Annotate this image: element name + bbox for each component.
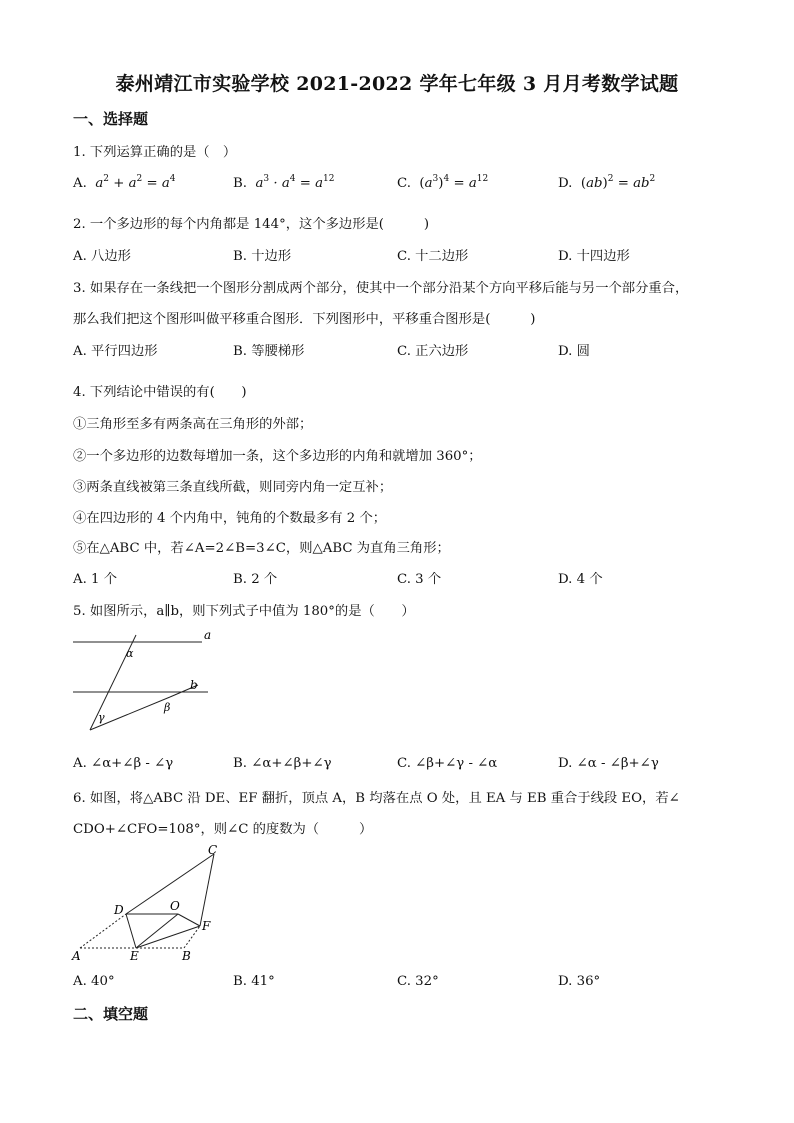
q1-option-d (558, 176, 655, 191)
q5-option-c: C. ∠β+∠γ - ∠α (397, 756, 498, 771)
q6-option-d: D. 36° (558, 974, 601, 989)
q6-label-c: C (208, 843, 218, 857)
q6-dashed-ad (80, 914, 126, 948)
q4-option-a: A. 1 个 (73, 572, 118, 587)
q6-segment-cf (200, 854, 214, 926)
question-3-line-1: 3. 如果存在一条线把一个图形分割成两个部分，使其中一个部分沿某个方向平移后能与另一个部分重合， (73, 281, 689, 296)
q6-label-e: E (130, 949, 139, 963)
q5-label-gamma: γ (98, 711, 105, 724)
q4-statement-4: ④在四边形的 4 个内角中，钝角的个数最多有 2 个； (73, 511, 387, 526)
section-heading-choice: 一、选择题 (73, 110, 149, 128)
q4-statement-1: ①三角形至多有两条高在三角形的外部； (73, 417, 313, 432)
q5-label-b: b (190, 678, 198, 692)
q4-option-c: C. 3 个 (397, 572, 442, 587)
q2-option-d: D. 十四边形 (558, 249, 630, 264)
q6-option-b: B. 41° (233, 974, 275, 989)
q6-label-b: B (182, 949, 191, 963)
q5-label-a: a (204, 628, 212, 642)
q6-label-f: F (202, 919, 211, 933)
q1-option-c-formula: $(a^3)^4 = a^{12}$ (419, 174, 489, 191)
q3-option-c: C. 正六边形 (397, 344, 469, 359)
q6-dashed-bf (184, 926, 200, 948)
q2-option-c: C. 十二边形 (397, 249, 469, 264)
q5-parallel-lines-figure (70, 625, 220, 743)
page-title: 泰州靖江市实验学校 2021-2022 学年七年级 3 月月考数学试题 (115, 73, 679, 95)
q2-option-a: A. 八边形 (73, 249, 131, 264)
question-2-stem: 2. 一个多边形的每个内角都是 144°，这个多边形是( ) (73, 217, 430, 232)
question-3-line-2: 那么我们把这个图形叫做平移重合图形．下列图形中，平移重合图形是( ) (73, 312, 536, 327)
q1-option-b (233, 176, 334, 191)
q4-statement-5: ⑤在△ABC 中，若∠A=2∠B=3∠C，则△ABC 为直角三角形； (73, 541, 450, 556)
q5-option-d: D. ∠α - ∠β+∠γ (558, 756, 659, 771)
question-6-line-1: 6. 如图，将△ABC 沿 DE、EF 翻折，顶点 A，B 均落在点 O 处，且 EA 与 EB 重合于线段 EO，若∠ (73, 791, 680, 806)
q1-option-c-label: C. (397, 176, 411, 191)
q5-label-alpha: α (126, 647, 134, 660)
q6-label-a: A (72, 949, 81, 963)
question-6-line-2: CDO+∠CFO=108°，则∠C 的度数为（ ） (73, 822, 373, 837)
q5-option-a: A. ∠α+∠β - ∠γ (73, 756, 174, 771)
q6-label-d: D (114, 903, 124, 917)
q3-option-d: D. 圆 (558, 344, 590, 359)
q4-option-b: B. 2 个 (233, 572, 278, 587)
q6-segment-de (126, 914, 136, 948)
q6-segment-ef (136, 926, 200, 948)
question-5-stem: 5. 如图所示，a∥b，则下列式子中值为 180°的是（ ） (73, 604, 415, 619)
q6-option-a: A. 40° (73, 974, 115, 989)
q4-statement-3: ③两条直线被第三条直线所截，则同旁内角一定互补； (73, 480, 393, 495)
q6-segment-of (178, 914, 200, 926)
q4-option-d: D. 4 个 (558, 572, 603, 587)
q5-option-b: B. ∠α+∠β+∠γ (233, 756, 332, 771)
q6-triangle-fold-figure (68, 842, 228, 967)
q3-option-a: A. 平行四边形 (73, 344, 158, 359)
q1-option-a-label: A. (73, 176, 87, 191)
q1-option-d-label: D. (558, 176, 573, 191)
q5-label-beta: β (164, 701, 171, 714)
q3-option-b: B. 等腰梯形 (233, 344, 305, 359)
q6-option-c: C. 32° (397, 974, 439, 989)
q2-option-b: B. 十边形 (233, 249, 292, 264)
question-4-stem: 4. 下列结论中错误的有( ) (73, 385, 247, 400)
q1-option-a-formula: $a^2 + a^2 = a^4$ (95, 174, 176, 191)
q6-label-o: O (170, 899, 180, 913)
q4-statement-2: ②一个多边形的边数每增加一条，这个多边形的内角和就增加 360°； (73, 449, 482, 464)
section-heading-fill: 二、填空题 (73, 1005, 149, 1023)
q6-segment-eo (136, 914, 178, 948)
q1-option-b-label: B. (233, 176, 247, 191)
q1-option-a (73, 176, 176, 191)
q1-option-b-formula: $a^3 \cdot a^4 = a^{12}$ (255, 174, 335, 191)
question-1-stem: 1. 下列运算正确的是（ ） (73, 145, 237, 160)
q1-option-d-formula: $(ab)^2 = ab^2$ (580, 174, 656, 191)
q1-option-c (397, 176, 488, 191)
